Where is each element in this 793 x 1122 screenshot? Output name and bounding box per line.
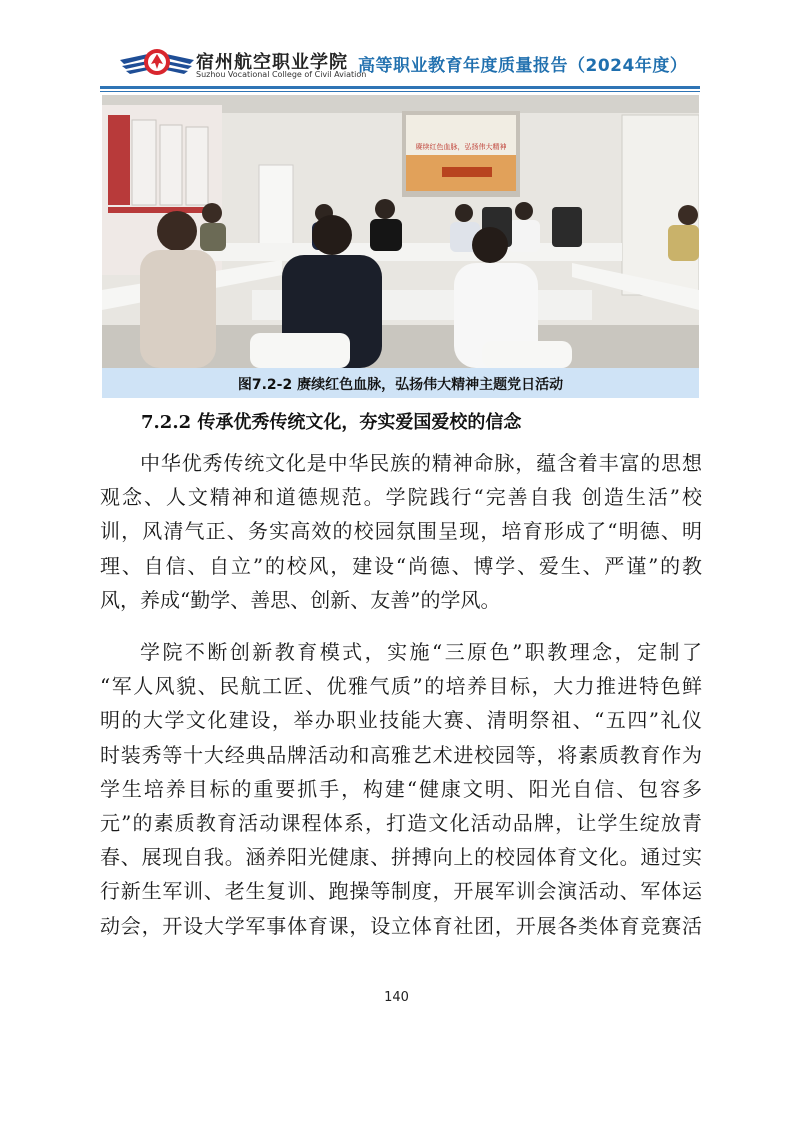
paragraph-line: 理、自信、自立”的校风，建设“尚德、博学、爱生、严谨”的教	[100, 553, 702, 578]
paragraph-line: 时装秀等十大经典品牌活动和高雅艺术进校园等，将素质教育作为	[100, 742, 702, 767]
paragraph-1	[100, 446, 702, 617]
header-divider	[100, 86, 700, 89]
paragraph-line: 学生培养目标的重要抓手，构建“健康文明、阳光自信、包容多	[100, 776, 702, 801]
paragraph-line: 观念、人文精神和道德规范。学院践行“完善自我 创造生活”校	[100, 485, 702, 510]
college-logo-icon	[118, 42, 196, 82]
paragraph-line: 训，风清气正、务实高效的校园氛围呈现，培育形成了“明德、明	[100, 519, 702, 544]
page-number: 140	[384, 990, 409, 1005]
paragraph-line: “军人风貌、民航工匠、优雅气质”的培养目标，大力推进特色鲜	[100, 674, 702, 699]
screen-title: 赓续红色血脉，弘扬伟大精神	[415, 143, 507, 151]
paragraph-line: 中华优秀传统文化是中华民族的精神命脉，蕴含着丰富的思想	[140, 451, 702, 475]
school-name-en: Suzhou Vocational College of Civil Aviation	[196, 70, 367, 79]
header-divider-thin	[100, 91, 700, 92]
paragraph-line: 明的大学文化建设，举办职业技能大赛、清明祭祖、“五四”礼仪	[100, 708, 702, 733]
report-title: 高等职业教育年度质量报告（2024年度）	[358, 56, 688, 76]
paragraph-line: 行新生军训、老生复训、跑操等制度，开展军训会演活动、军体运	[100, 879, 702, 904]
school-name-cn: 宿州航空职业学院	[196, 52, 348, 73]
paragraph-line: 学院不断创新教育模式，实施“三原色”职教理念，定制了	[140, 640, 702, 664]
figure-caption-bar	[102, 368, 699, 398]
paragraph-line: 春、展现自我。涵养阳光健康、拼搏向上的校园体育文化。通过实	[100, 845, 702, 870]
paragraph-line: 风，养成“勤学、善思、创新、友善”的学风。	[100, 587, 501, 612]
meeting-photo	[102, 95, 699, 368]
paragraph-line: 动会，开设大学军事体育课，设立体育社团，开展各类体育竞赛活	[100, 913, 702, 938]
paragraph-2	[100, 635, 702, 943]
paragraph-line: 元”的素质教育活动课程体系，打造文化活动品牌，让学生绽放青	[100, 810, 702, 835]
page-header	[0, 0, 793, 95]
figure-caption: 图7.2-2 赓续红色血脉，弘扬伟大精神主题党日活动	[237, 377, 564, 393]
section-heading: 7.2.2 传承优秀传统文化，夯实爱国爱校的信念	[141, 412, 522, 433]
